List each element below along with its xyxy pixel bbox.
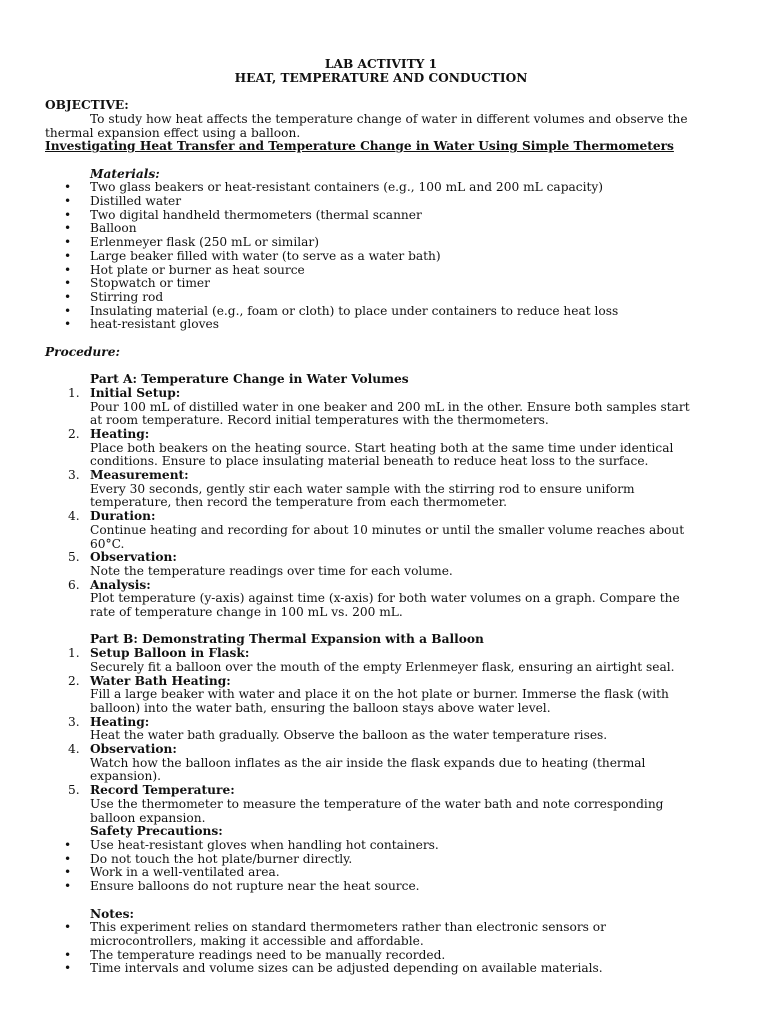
material-item [45,305,717,319]
material-text: Distilled water [90,194,182,208]
bullet-icon: • [64,947,72,962]
step-number: 1. [68,646,80,661]
part-b-steps [45,647,717,825]
material-text: Large beaker filled with water (to serve as a water bath) [90,248,441,263]
note-text: The temperature readings need to be manually recorded. [90,947,446,962]
bullet-icon: • [64,838,72,852]
step-text: Every 30 seconds, gently stir each water sample with the stirring rod to ensure uniform [90,481,635,496]
step-title: Initial Setup: [90,385,181,400]
material-item [45,236,717,250]
step-number: 1. [68,385,80,400]
step-number: 6. [68,577,80,592]
material-text: Two digital handheld thermometers (thermal scanner [90,207,422,222]
safety-list [45,839,717,894]
safety-item [45,866,717,880]
objective-label: OBJECTIVE: [45,98,129,113]
material-text: heat-resistant gloves [90,317,219,332]
note-item [45,949,717,963]
material-item [45,264,717,278]
bullet-icon: • [64,235,72,250]
material-item [45,181,717,195]
safety-text: Ensure balloons do not rupture near the heat source. [90,879,420,894]
part-b-step [45,716,717,743]
part-b-title: Part B: Demonstrating Thermal Expansion with a Balloon [90,632,484,647]
material-text: Stirring rod [90,289,164,304]
material-text: Erlenmeyer flask (250 mL or similar) [90,235,319,250]
step-title: Measurement: [90,468,189,483]
bullet-icon: • [64,262,72,277]
safety-item [45,839,717,853]
step-text: Pour 100 mL of distilled water in one beaker and 200 mL in the other. Ensure both samples start [90,399,690,414]
document-subtitle: Investigating Heat Transfer and Temperature Change in Water Using Simple Thermometers [45,139,674,154]
step-title: Analysis: [90,577,151,592]
material-item [45,291,717,305]
bullet-icon: • [64,879,72,894]
objective-line-1: To study how heat affects the temperature change of water in different volumes and observe the [90,111,688,126]
material-item [45,209,717,223]
bullet-icon: • [64,248,72,263]
bullet-icon: • [64,851,72,866]
step-text: Plot temperature (y-axis) against time (x-axis) for both water volumes on a graph. Compare the [90,591,680,606]
part-a-step [45,551,717,578]
step-number: 3. [68,714,80,729]
safety-heading: Safety Precautions: [90,824,223,839]
safety-text: Do not touch the hot plate/burner directly. [90,851,353,866]
step-text: Continue heating and recording for about 10 minutes or until the smaller volume reaches about [90,522,685,537]
step-number: 5. [68,783,80,798]
note-text: This experiment relies on standard thermometers rather than electronic sensors or [90,920,606,935]
material-item [45,318,717,332]
objective-line-2: thermal expansion effect using a balloon. [45,125,301,140]
lab-main-title: HEAT, TEMPERATURE AND CONDUCTION [234,70,528,85]
step-title: Observation: [90,550,177,565]
step-text: Use the thermometer to measure the temperature of the water bath and note corresponding [90,796,664,811]
step-title: Record Temperature: [90,783,235,798]
step-title: Heating: [90,426,150,441]
part-a-step [45,579,717,620]
part-a-title: Part A: Temperature Change in Water Volumes [90,372,409,387]
step-title: Heating: [90,714,150,729]
note-item [45,921,717,948]
material-item [45,250,717,264]
bullet-icon: • [64,303,72,318]
bullet-icon: • [64,276,72,291]
step-number: 4. [68,509,80,524]
step-text: Securely fit a balloon over the mouth of the empty Erlenmeyer flask, ensuring an airtight seal. [90,659,675,674]
materials-list [45,181,717,332]
bullet-icon: • [64,289,72,304]
step-text: balloon) into the water bath, ensuring the balloon stays above water level. [90,700,551,715]
step-text: Note the temperature readings over time for each volume. [90,563,453,578]
bullet-icon: • [64,180,72,195]
material-item [45,195,717,209]
note-item [45,962,717,976]
material-text: Balloon [90,221,137,236]
step-text: balloon expansion. [90,810,206,825]
material-item [45,277,717,291]
step-text: Fill a large beaker with water and place it on the hot plate or burner. Immerse the flask (with [90,687,669,702]
step-number: 3. [68,468,80,483]
step-title: Duration: [90,509,156,524]
step-text: conditions. Ensure to place insulating material beneath to reduce heat loss to the surface. [90,454,649,469]
materials-heading: Materials: [90,166,160,181]
step-text: rate of temperature change in 100 mL vs. 200 mL. [90,605,403,620]
step-number: 2. [68,426,80,441]
bullet-icon: • [64,194,72,208]
notes-list [45,921,717,976]
note-text: Time intervals and volume sizes can be adjusted depending on available materials. [90,961,603,976]
step-title: Water Bath Heating: [90,673,231,688]
part-a-step [45,469,717,510]
safety-text: Work in a well-ventilated area. [90,865,280,880]
part-b-step [45,743,717,784]
step-text: 60°C. [90,536,125,551]
step-text: temperature, then record the temperature from each thermometer. [90,495,508,510]
material-text: Stopwatch or timer [90,276,210,291]
safety-item [45,880,717,894]
part-b-step [45,784,717,825]
step-number: 2. [68,673,80,688]
bullet-icon: • [64,207,72,222]
part-a-step [45,428,717,469]
bullet-icon: • [64,961,72,976]
material-text: Insulating material (e.g., foam or cloth) to place under containers to reduce heat loss [90,303,619,318]
step-text: expansion). [90,769,161,784]
lab-activity-title: LAB ACTIVITY 1 [324,57,438,71]
step-text: Heat the water bath gradually. Observe the balloon as the water temperature rises. [90,728,608,743]
part-a-step [45,387,717,428]
safety-item [45,853,717,867]
note-text: microcontrollers, making it accessible and affordable. [90,933,424,948]
part-a-step [45,510,717,551]
step-title: Observation: [90,742,177,757]
step-number: 4. [68,742,80,757]
material-text: Two glass beakers or heat-resistant containers (e.g., 100 mL and 200 mL capacity) [90,180,604,195]
part-a-steps [45,387,717,620]
procedure-heading: Procedure: [45,344,120,359]
notes-heading: Notes: [90,906,135,921]
step-title: Setup Balloon in Flask: [90,646,250,661]
step-text: at room temperature. Record initial temperatures with the thermometers. [90,413,549,428]
lab-document [45,58,717,976]
step-text: Place both beakers on the heating source. Start heating both at the same time under identical [90,440,674,455]
part-b-step [45,675,717,716]
step-text: Watch how the balloon inflates as the air inside the flask expands due to heating (thermal [90,755,646,770]
step-number: 5. [68,550,80,565]
material-text: Hot plate or burner as heat source [90,262,305,277]
material-item [45,222,717,236]
part-b-step [45,647,717,674]
bullet-icon: • [64,865,72,880]
bullet-icon: • [64,221,72,236]
bullet-icon: • [64,317,72,332]
safety-text: Use heat-resistant gloves when handling hot containers. [90,838,439,852]
bullet-icon: • [64,920,72,935]
